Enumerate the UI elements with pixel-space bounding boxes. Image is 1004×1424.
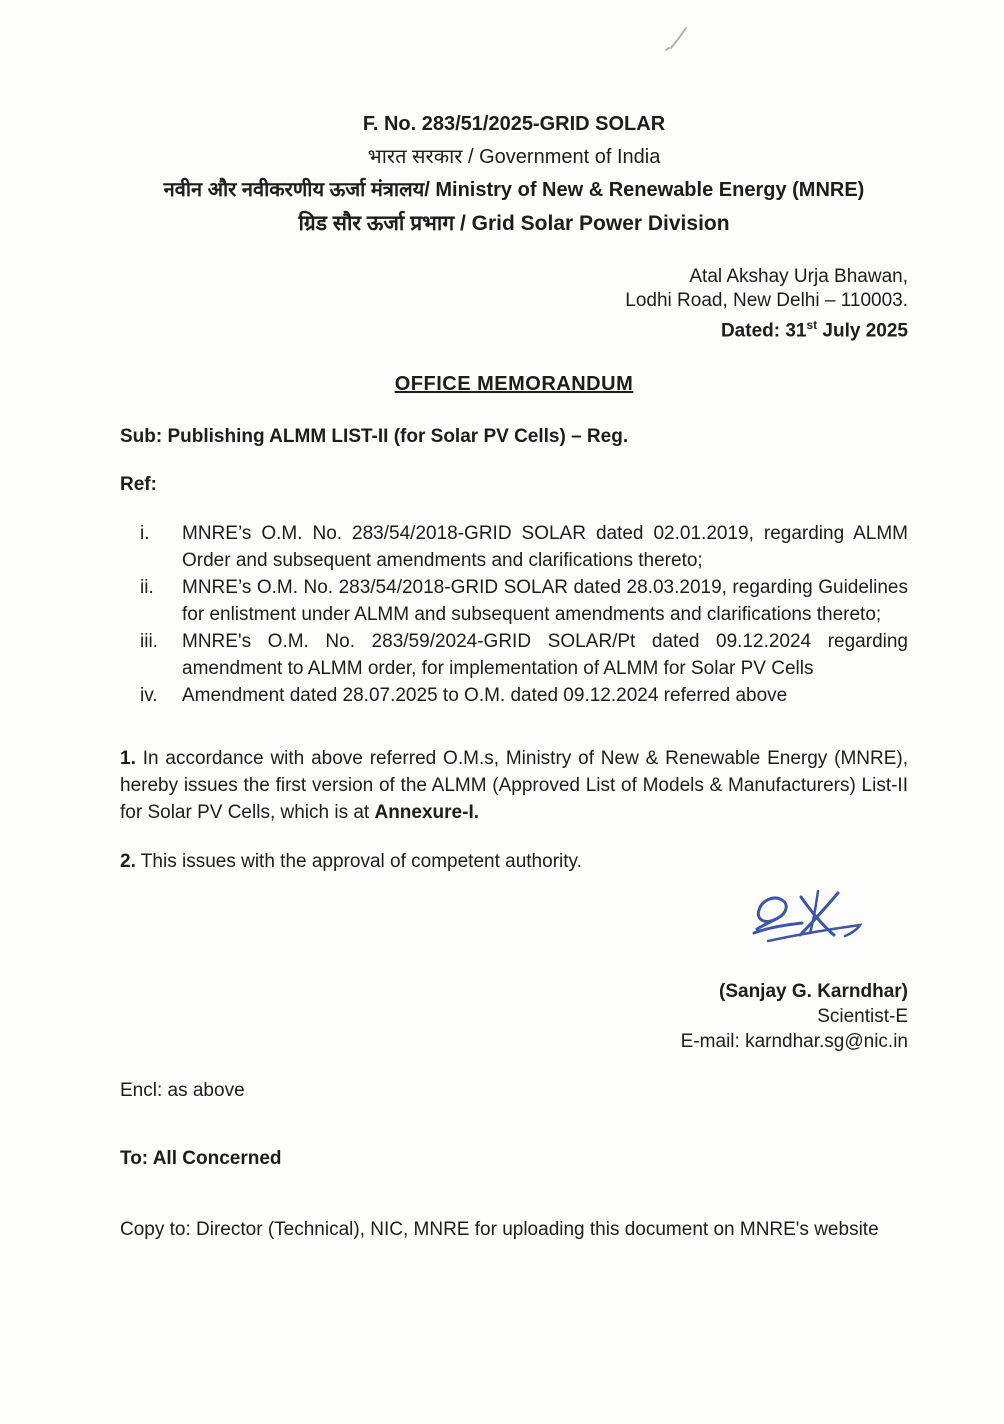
- paragraph-2-number: 2.: [120, 851, 136, 873]
- reference-item: [120, 520, 908, 574]
- signature-area: [120, 885, 908, 953]
- paragraph-2: [120, 848, 908, 875]
- reference-text: Amendment dated 28.07.2025 to O.M. dated 09.12.2024 referred above: [182, 685, 788, 707]
- memo-title: OFFICE MEMORANDUM: [394, 373, 634, 396]
- reference-text: MNRE's O.M. No. 283/59/2024-GRID SOLAR/Pt dated 09.12.2024 regarding amendment to ALMM order, for implementation of ALMM for Solar PV Cells: [182, 631, 908, 680]
- signatory-block: [120, 979, 908, 1054]
- annexure-reference: Annexure-I.: [374, 802, 480, 824]
- division-line: ग्रिड सौर ऊर्जा प्रभाग / Grid Solar Power Division: [298, 212, 730, 235]
- paragraph-1: [120, 745, 908, 826]
- reference-index: iii.: [140, 631, 158, 653]
- address-line-1: Atal Akshay Urja Bhawan,: [689, 266, 908, 287]
- ref-label: Ref:: [120, 474, 157, 496]
- paragraph-2-text: This issues with the approval of competent authority.: [135, 851, 582, 873]
- signatory-name: (Sanjay G. Karndhar): [719, 981, 908, 1003]
- to-line: To: All Concerned: [120, 1148, 282, 1170]
- date-ordinal-suffix: st: [806, 318, 818, 332]
- signatory-designation: Scientist-E: [817, 1006, 908, 1028]
- ministry-line: नवीन और नवीकरणीय ऊर्जा मंत्रालय/ Ministry of New & Renewable Energy (MNRE): [163, 179, 865, 201]
- pen-mark: [658, 22, 698, 56]
- reference-item: [120, 574, 908, 628]
- reference-index: iv.: [140, 685, 158, 707]
- reference-list: [120, 520, 908, 709]
- reference-index: i.: [140, 523, 150, 545]
- address-line-2: Lodhi Road, New Delhi – 110003.: [625, 290, 908, 311]
- reference-index: ii.: [140, 577, 154, 599]
- paragraph-1-number: 1.: [120, 748, 136, 770]
- government-line: भारत सरकार / Government of India: [367, 146, 661, 168]
- signatory-email: E-mail: karndhar.sg@nic.in: [680, 1031, 908, 1053]
- date-line: [120, 313, 908, 343]
- enclosure-line: Encl: as above: [120, 1080, 245, 1102]
- reference-item: [120, 628, 908, 682]
- date-prefix: Dated: 31: [720, 320, 807, 342]
- file-number: F. No. 283/51/2025-GRID SOLAR: [362, 113, 666, 135]
- memo-title-row: [120, 373, 908, 396]
- date-rest: July 2025: [817, 320, 908, 342]
- reference-text: MNRE’s O.M. No. 283/54/2018-GRID SOLAR dated 28.03.2019, regarding Guidelines for enlistment under ALMM and subsequent amendments and clarifications thereto;: [182, 577, 908, 626]
- signature-scribble: [746, 885, 866, 953]
- reference-text: MNRE’s O.M. No. 283/54/2018-GRID SOLAR dated 02.01.2019, regarding ALMM Order and subsequent amendments and clarifications thereto;: [182, 523, 908, 572]
- subject-line: Sub: Publishing ALMM LIST-II (for Solar PV Cells) – Reg.: [120, 426, 629, 448]
- address-block: [120, 265, 908, 343]
- letterhead: [120, 108, 908, 240]
- paragraph-1-text: In accordance with above referred O.M.s, Ministry of New & Renewable Energy (MNRE), hereby issues the first version of the ALMM (Approved List of Models & Manufacturers) List-II for Solar PV Cells, which is at: [120, 748, 908, 824]
- copy-to-line: Copy to: Director (Technical), NIC, MNRE for uploading this document on MNRE's website: [120, 1219, 879, 1241]
- reference-item: [120, 682, 908, 709]
